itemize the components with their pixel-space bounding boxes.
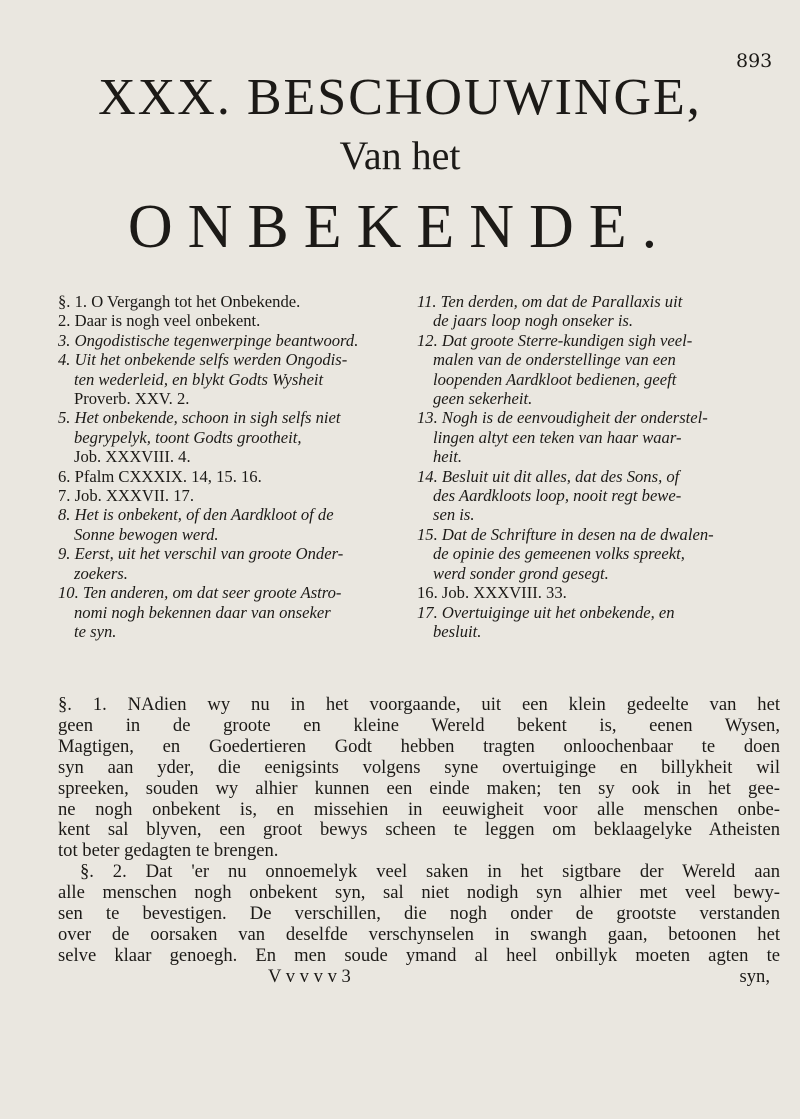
summary-right-column (417, 292, 782, 641)
toc-entry-17-cont: besluit. (433, 621, 482, 641)
toc-entry-13: 13. Nogh is de eenvoudigheit der onderstel- (417, 408, 708, 428)
paragraph-2-line-1: §. 2. Dat 'er nu onnoemelyk veel saken in het sigtbare der Wereld aan (80, 861, 780, 883)
toc-entry-1 (58, 292, 403, 311)
toc-entry-16: 16. Job. XXXVIII. 33. (417, 583, 567, 603)
chapter-subtitle: Van het (339, 133, 461, 178)
chapter-title: XXX. BESCHOUWINGE, (98, 69, 702, 126)
paragraph-2-line-5: selve klaar genoegh. En men soude ymand al heel onbillyk moeten agten te (58, 944, 780, 966)
toc-entry-5-ref: Job. XXXVIII. 4. (74, 447, 191, 467)
paragraph-1-line-6: ne nogh onbekent is, en missehien in eeuwigheit voor alle menschen onbe- (58, 798, 780, 820)
toc-entry-9: 9. Eerst, uit het verschil van groote Onder- (58, 544, 344, 564)
paragraph-1-line-8: tot beter gedagten te brengen. (58, 840, 279, 862)
catchword: syn, (739, 965, 770, 987)
toc-entry-15-cont2: werd sonder grond gesegt. (433, 563, 609, 583)
paragraph-1-line-5: spreeken, souden wy alhier kunnen een einde maken; ten sy ook in het gee- (58, 777, 780, 799)
toc-entry-3: 3. Ongodistische tegenwerpinge beantwoord. (58, 330, 359, 350)
toc-entry-14-cont1: des Aardkloots loop, nooit regt bewe- (433, 486, 682, 506)
paragraph-1-line-2: geen in de groote en kleine Wereld bekent is, eenen Wysen, (58, 714, 780, 736)
toc-entry-4-ref: Proverb. XXV. 2. (74, 389, 190, 409)
toc-entry-12-cont1: malen van de onderstellinge van een (433, 350, 676, 370)
paragraph-1-line-3: Magtigen, en Goedertieren Godt hebben tragten onloochenbaar te doen (58, 735, 780, 757)
toc-entry-17: 17. Overtuiginge uit het onbekende, en (417, 602, 675, 622)
main-text (58, 695, 780, 988)
toc-entry-9-cont: zoekers. (74, 563, 128, 583)
paragraph-2-line-3: sen te bevestigen. De verschillen, die nogh onder de grootste verstanden (58, 903, 780, 925)
toc-entry-12-cont3: geen sekerheit. (433, 389, 533, 409)
toc-entry-10-end: te syn. (74, 621, 117, 641)
toc-entry-12: 12. Dat groote Sterre-kundigen sigh veel- (417, 330, 693, 350)
page-number: 893 (736, 50, 773, 72)
toc-entry-4-cont: ten wederleid, en blykt Godts Wysheit (74, 369, 324, 389)
toc-entry-text: 2. Daar is nogh veel onbekent. (58, 311, 261, 331)
summary-left-column (58, 292, 403, 641)
toc-entry-15-cont1: de opinie des gemeenen volks spreekt, (433, 544, 685, 564)
signature-mark: V v v v v 3 (268, 965, 351, 987)
catchword-line (58, 967, 780, 988)
toc-entry-13-cont2: heit. (433, 447, 463, 467)
paragraph-1-line-7: kent sal blyven, een groot bewys scheen te leggen om beklaagelyke Atheisten (58, 819, 780, 841)
toc-entry-text: §. 1. O Vergangh tot het Onbekende. (58, 292, 301, 311)
paragraph-1-line-1: §. 1. NAdien wy nu in het voorgaande, uit een klein gedeelte van het (58, 694, 780, 715)
toc-entry-5: 5. Het onbekende, schoon in sigh selfs niet (58, 408, 341, 428)
toc-entry-13-cont1: lingen altyt een teken van haar waar- (433, 427, 682, 447)
toc-entry-15: 15. Dat de Schrifture in desen na de dwalen- (417, 524, 714, 544)
toc-entry-8-cont: Sonne bewogen werd. (74, 524, 219, 544)
toc-entry-11-cont: de jaars loop nogh onseker is. (433, 311, 634, 331)
toc-entry-10: 10. Ten anderen, om dat seer groote Astro- (58, 583, 342, 603)
toc-entry-5-cont: begrypelyk, toont Godts grootheit, (74, 427, 302, 447)
toc-entry-4: 4. Uit het onbekende selfs werden Ongodis- (58, 350, 348, 370)
toc-entry-14-cont2: sen is. (433, 505, 475, 525)
toc-entry-14: 14. Besluit uit dit alles, dat des Sons, of (417, 466, 680, 486)
toc-entry-7: 7. Job. XXXVII. 17. (58, 486, 194, 506)
toc-entry-8: 8. Het is onbekent, of den Aardkloot of de (58, 505, 334, 525)
toc-entry-10-cont: nomi nogh bekennen daar van onseker (74, 602, 331, 622)
paragraph-2-line-4: over de oorsaken van deselfde verschynselen in swangh gaan, betoonen het (58, 923, 780, 945)
toc-entry-11: 11. Ten derden, om dat de Parallaxis uit (417, 292, 683, 311)
toc-entry-12-cont2: loopenden Aardkloot bedienen, geeft (433, 369, 677, 389)
paragraph-2-line-2: alle menschen nogh onbekent syn, sal niet nodigh syn alhier met veel bewy- (58, 882, 780, 904)
paragraph-1-line-4: syn aan yder, die eenigsints volgens syne overtuiginge en billykheit wil (58, 756, 780, 778)
chapter-heading: ONBEKENDE. (127, 193, 673, 261)
toc-entry-2 (58, 311, 403, 330)
toc-entry-6: 6. Pfalm CXXXIX. 14, 15. 16. (58, 466, 262, 486)
